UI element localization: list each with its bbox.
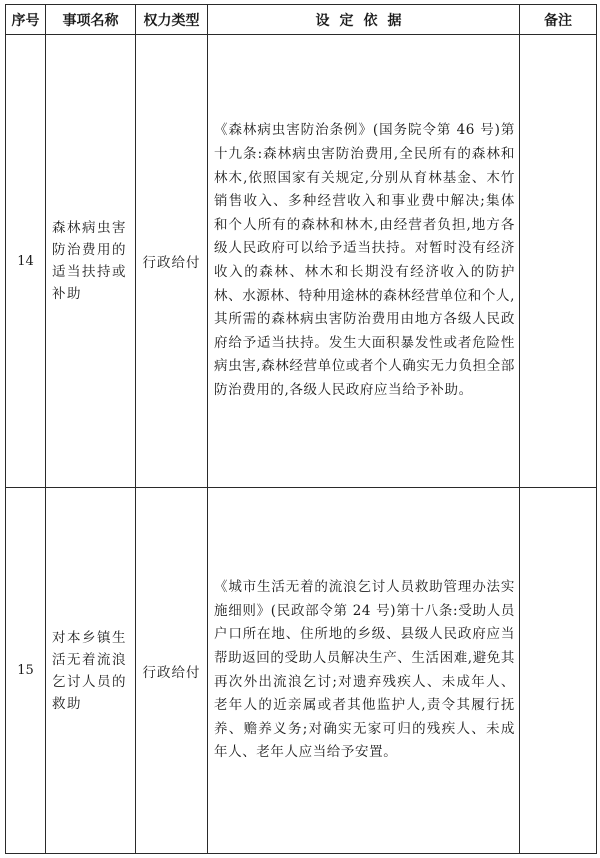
cell-legal-basis: 《城市生活无着的流浪乞讨人员救助管理办法实施细则》(民政部令第 24 号)第十八条:受助人员户口所在地、住所地的乡级、县级人民政府应当帮助返回的受助人员解决生产、生活困难,避免其再次外出流浪乞讨;对遗弃残疾人、未成年人、老年人的近亲属或者其他监护人,责令其履行抚养、赡养义务;对确实无家可归的残疾人、未成年人、老年人应当给予安置。 (208, 488, 520, 854)
cell-legal-basis: 《森林病虫害防治条例》(国务院令第 46 号)第十九条:森林病虫害防治费用,全民所有的森林和林木,依照国家有关规定,分别从育林基金、木竹销售收入、多种经营收入和事业费中解决;集体和个人所有的森林和林木,由经营者负担,地方各级人民政府可以给予适当扶持。对暂时没有经济收入的森林、林木和长期没有经济收入的防护林、水源林、特种用途林的森林经营单位和个人,其所需的森林病虫害防治费用由地方各级人民政府给予适当扶持。发生大面积暴发性或者危险性病虫害,森林经营单位或者个人确实无力负担全部防治费用的,各级人民政府应当给予补助。 (208, 35, 520, 488)
table-row (6, 488, 597, 854)
header-power-type: 权力类型 (136, 5, 208, 35)
table-row (6, 35, 597, 488)
cell-serial-number: 14 (6, 35, 46, 488)
document-table-wrapper (5, 4, 596, 853)
header-item-name: 事项名称 (46, 5, 136, 35)
cell-power-type: 行政给付 (136, 488, 208, 854)
cell-remarks (520, 488, 597, 854)
cell-item-name: 森林病虫害防治费用的适当扶持或补助 (46, 35, 136, 488)
cell-item-name: 对本乡镇生活无着流浪乞讨人员的救助 (46, 488, 136, 854)
cell-remarks (520, 35, 597, 488)
administrative-power-table (5, 4, 597, 854)
cell-power-type: 行政给付 (136, 35, 208, 488)
header-serial-number: 序号 (6, 5, 46, 35)
table-header-row (6, 5, 597, 35)
header-remarks: 备注 (520, 5, 597, 35)
cell-serial-number: 15 (6, 488, 46, 854)
header-legal-basis: 设定依据 (208, 5, 520, 35)
